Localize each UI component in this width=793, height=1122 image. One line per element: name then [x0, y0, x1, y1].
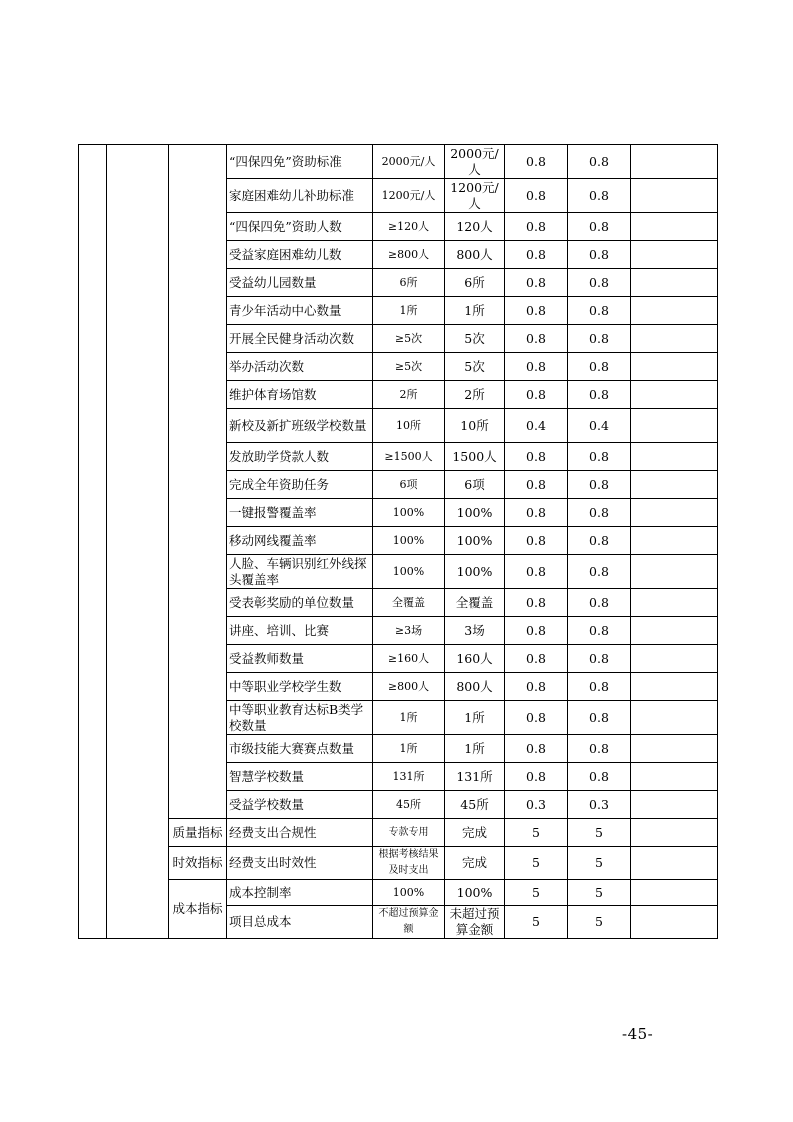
indicator-target: 根据考核结果及时支出 [373, 847, 445, 880]
indicator-target: 100% [373, 880, 445, 906]
remark-cell [631, 213, 718, 241]
actual-value: 2所 [445, 381, 505, 409]
full-score: 0.8 [505, 645, 568, 673]
indicator-target: ≥160人 [373, 645, 445, 673]
obtained-score: 0.8 [568, 145, 631, 179]
indicator-name: “四保四免”资助人数 [227, 213, 373, 241]
full-score: 0.8 [505, 325, 568, 353]
remark-cell [631, 847, 718, 880]
actual-value: 1所 [445, 701, 505, 735]
remark-cell [631, 471, 718, 499]
full-score: 0.8 [505, 381, 568, 409]
remark-cell [631, 241, 718, 269]
indicator-target: ≥1500人 [373, 443, 445, 471]
indicator-target: 2所 [373, 381, 445, 409]
remark-cell [631, 906, 718, 939]
remark-cell [631, 179, 718, 213]
indicator-name: “四保四免”资助标准 [227, 145, 373, 179]
remark-cell [631, 589, 718, 617]
remark-cell [631, 701, 718, 735]
actual-value: 10所 [445, 409, 505, 443]
remark-cell [631, 555, 718, 589]
actual-value: 完成 [445, 847, 505, 880]
obtained-score: 0.8 [568, 735, 631, 763]
full-score: 0.8 [505, 471, 568, 499]
remark-cell [631, 145, 718, 179]
remark-cell [631, 381, 718, 409]
actual-value: 2000元/人 [445, 145, 505, 179]
actual-value: 100% [445, 880, 505, 906]
obtained-score: 0.8 [568, 527, 631, 555]
indicator-target: 不超过预算金额 [373, 906, 445, 939]
obtained-score: 0.8 [568, 701, 631, 735]
obtained-score: 0.8 [568, 325, 631, 353]
indicator-target: 131所 [373, 763, 445, 791]
full-score: 0.8 [505, 443, 568, 471]
remark-cell [631, 353, 718, 381]
indicator-name: 受益家庭困难幼儿数 [227, 241, 373, 269]
table-row-cost [79, 880, 718, 906]
indicator-name: 人脸、车辆识别红外线探头覆盖率 [227, 555, 373, 589]
indicator-target: ≥5次 [373, 353, 445, 381]
remark-cell [631, 645, 718, 673]
indicator-target: 全覆盖 [373, 589, 445, 617]
indicator-target: 10所 [373, 409, 445, 443]
remark-cell [631, 409, 718, 443]
obtained-score: 0.8 [568, 673, 631, 701]
indicator-target: 专款专用 [373, 819, 445, 847]
obtained-score: 0.8 [568, 555, 631, 589]
full-score: 5 [505, 880, 568, 906]
actual-value: 45所 [445, 791, 505, 819]
actual-value: 131所 [445, 763, 505, 791]
table-body [79, 145, 718, 939]
indicator-name: 成本控制率 [227, 880, 373, 906]
actual-value: 160人 [445, 645, 505, 673]
obtained-score: 0.8 [568, 471, 631, 499]
remark-cell [631, 325, 718, 353]
actual-value: 未超过预算金额 [445, 906, 505, 939]
obtained-score: 0.8 [568, 297, 631, 325]
actual-value: 100% [445, 555, 505, 589]
indicator-target: 45所 [373, 791, 445, 819]
full-score: 0.8 [505, 353, 568, 381]
full-score: 0.8 [505, 213, 568, 241]
indicator-name: 受益幼儿园数量 [227, 269, 373, 297]
actual-value: 800人 [445, 673, 505, 701]
table-row-quality [79, 819, 718, 847]
indicator-name: 中等职业学校学生数 [227, 673, 373, 701]
indicator-name: 经费支出合规性 [227, 819, 373, 847]
actual-value: 1所 [445, 735, 505, 763]
obtained-score: 0.8 [568, 499, 631, 527]
indicator-target: 6项 [373, 471, 445, 499]
actual-value: 120人 [445, 213, 505, 241]
indicator-name: 智慧学校数量 [227, 763, 373, 791]
actual-value: 5次 [445, 325, 505, 353]
actual-value: 100% [445, 527, 505, 555]
indicator-target: 1所 [373, 297, 445, 325]
obtained-score: 5 [568, 819, 631, 847]
obtained-score: 0.8 [568, 763, 631, 791]
indicator-target: 100% [373, 527, 445, 555]
obtained-score: 0.8 [568, 241, 631, 269]
table-row [79, 145, 718, 179]
actual-value: 100% [445, 499, 505, 527]
obtained-score: 0.8 [568, 353, 631, 381]
indicator-name: 开展全民健身活动次数 [227, 325, 373, 353]
full-score: 0.8 [505, 701, 568, 735]
full-score: 0.8 [505, 269, 568, 297]
full-score: 0.8 [505, 179, 568, 213]
obtained-score: 0.8 [568, 617, 631, 645]
remark-cell [631, 735, 718, 763]
indicator-target: 1所 [373, 735, 445, 763]
indicator-name: 讲座、培训、比赛 [227, 617, 373, 645]
indicator-name: 家庭困难幼儿补助标准 [227, 179, 373, 213]
indicator-target: ≥5次 [373, 325, 445, 353]
remark-cell [631, 673, 718, 701]
obtained-score: 0.8 [568, 589, 631, 617]
actual-value: 1所 [445, 297, 505, 325]
indicator-name: 市级技能大赛赛点数量 [227, 735, 373, 763]
actual-value: 3场 [445, 617, 505, 645]
indicator-name: 青少年活动中心数量 [227, 297, 373, 325]
obtained-score: 0.8 [568, 269, 631, 297]
full-score: 0.4 [505, 409, 568, 443]
quality-category: 质量指标 [169, 819, 227, 847]
full-score: 0.8 [505, 527, 568, 555]
obtained-score: 0.8 [568, 381, 631, 409]
indicator-name: 举办活动次数 [227, 353, 373, 381]
remark-cell [631, 443, 718, 471]
remark-cell [631, 297, 718, 325]
level1-category-cell [79, 145, 107, 939]
full-score: 0.8 [505, 589, 568, 617]
indicator-name: 完成全年资助任务 [227, 471, 373, 499]
actual-value: 全覆盖 [445, 589, 505, 617]
performance-indicator-table [78, 144, 718, 939]
actual-value: 800人 [445, 241, 505, 269]
actual-value: 1200元/人 [445, 179, 505, 213]
remark-cell [631, 499, 718, 527]
table-row-timeliness [79, 847, 718, 880]
indicator-target: ≥800人 [373, 241, 445, 269]
remark-cell [631, 791, 718, 819]
full-score: 5 [505, 819, 568, 847]
indicator-name: 新校及新扩班级学校数量 [227, 409, 373, 443]
cost-category: 成本指标 [169, 880, 227, 939]
indicator-target: 2000元/人 [373, 145, 445, 179]
obtained-score: 0.8 [568, 213, 631, 241]
actual-value: 6项 [445, 471, 505, 499]
full-score: 0.8 [505, 145, 568, 179]
actual-value: 完成 [445, 819, 505, 847]
level2-category-cell [107, 145, 169, 939]
indicator-name: 受益教师数量 [227, 645, 373, 673]
full-score: 0.8 [505, 735, 568, 763]
actual-value: 6所 [445, 269, 505, 297]
remark-cell [631, 819, 718, 847]
full-score: 0.8 [505, 763, 568, 791]
indicator-name: 经费支出时效性 [227, 847, 373, 880]
indicator-target: 1200元/人 [373, 179, 445, 213]
indicator-name: 一键报警覆盖率 [227, 499, 373, 527]
page-number: -45- [622, 1025, 654, 1043]
quantity-category-cell [169, 145, 227, 819]
obtained-score: 0.4 [568, 409, 631, 443]
indicator-target: ≥800人 [373, 673, 445, 701]
actual-value: 1500人 [445, 443, 505, 471]
obtained-score: 0.8 [568, 179, 631, 213]
indicator-name: 发放助学贷款人数 [227, 443, 373, 471]
obtained-score: 0.8 [568, 645, 631, 673]
full-score: 0.3 [505, 791, 568, 819]
remark-cell [631, 527, 718, 555]
indicator-name: 中等职业教育达标B类学校数量 [227, 701, 373, 735]
full-score: 5 [505, 906, 568, 939]
indicator-target: 100% [373, 499, 445, 527]
obtained-score: 5 [568, 880, 631, 906]
full-score: 0.8 [505, 499, 568, 527]
actual-value: 5次 [445, 353, 505, 381]
full-score: 0.8 [505, 673, 568, 701]
remark-cell [631, 880, 718, 906]
remark-cell [631, 763, 718, 791]
indicator-target: 100% [373, 555, 445, 589]
obtained-score: 0.8 [568, 443, 631, 471]
full-score: 0.8 [505, 617, 568, 645]
timeliness-category: 时效指标 [169, 847, 227, 880]
indicator-name: 移动网线覆盖率 [227, 527, 373, 555]
remark-cell [631, 617, 718, 645]
indicator-name: 受益学校数量 [227, 791, 373, 819]
indicator-target: ≥120人 [373, 213, 445, 241]
remark-cell [631, 269, 718, 297]
obtained-score: 5 [568, 847, 631, 880]
indicator-target: 6所 [373, 269, 445, 297]
full-score: 5 [505, 847, 568, 880]
obtained-score: 5 [568, 906, 631, 939]
indicator-name: 维护体育场馆数 [227, 381, 373, 409]
obtained-score: 0.3 [568, 791, 631, 819]
indicator-target: ≥3场 [373, 617, 445, 645]
indicator-name: 受表彰奖励的单位数量 [227, 589, 373, 617]
full-score: 0.8 [505, 241, 568, 269]
indicator-name: 项目总成本 [227, 906, 373, 939]
full-score: 0.8 [505, 555, 568, 589]
full-score: 0.8 [505, 297, 568, 325]
indicator-target: 1所 [373, 701, 445, 735]
